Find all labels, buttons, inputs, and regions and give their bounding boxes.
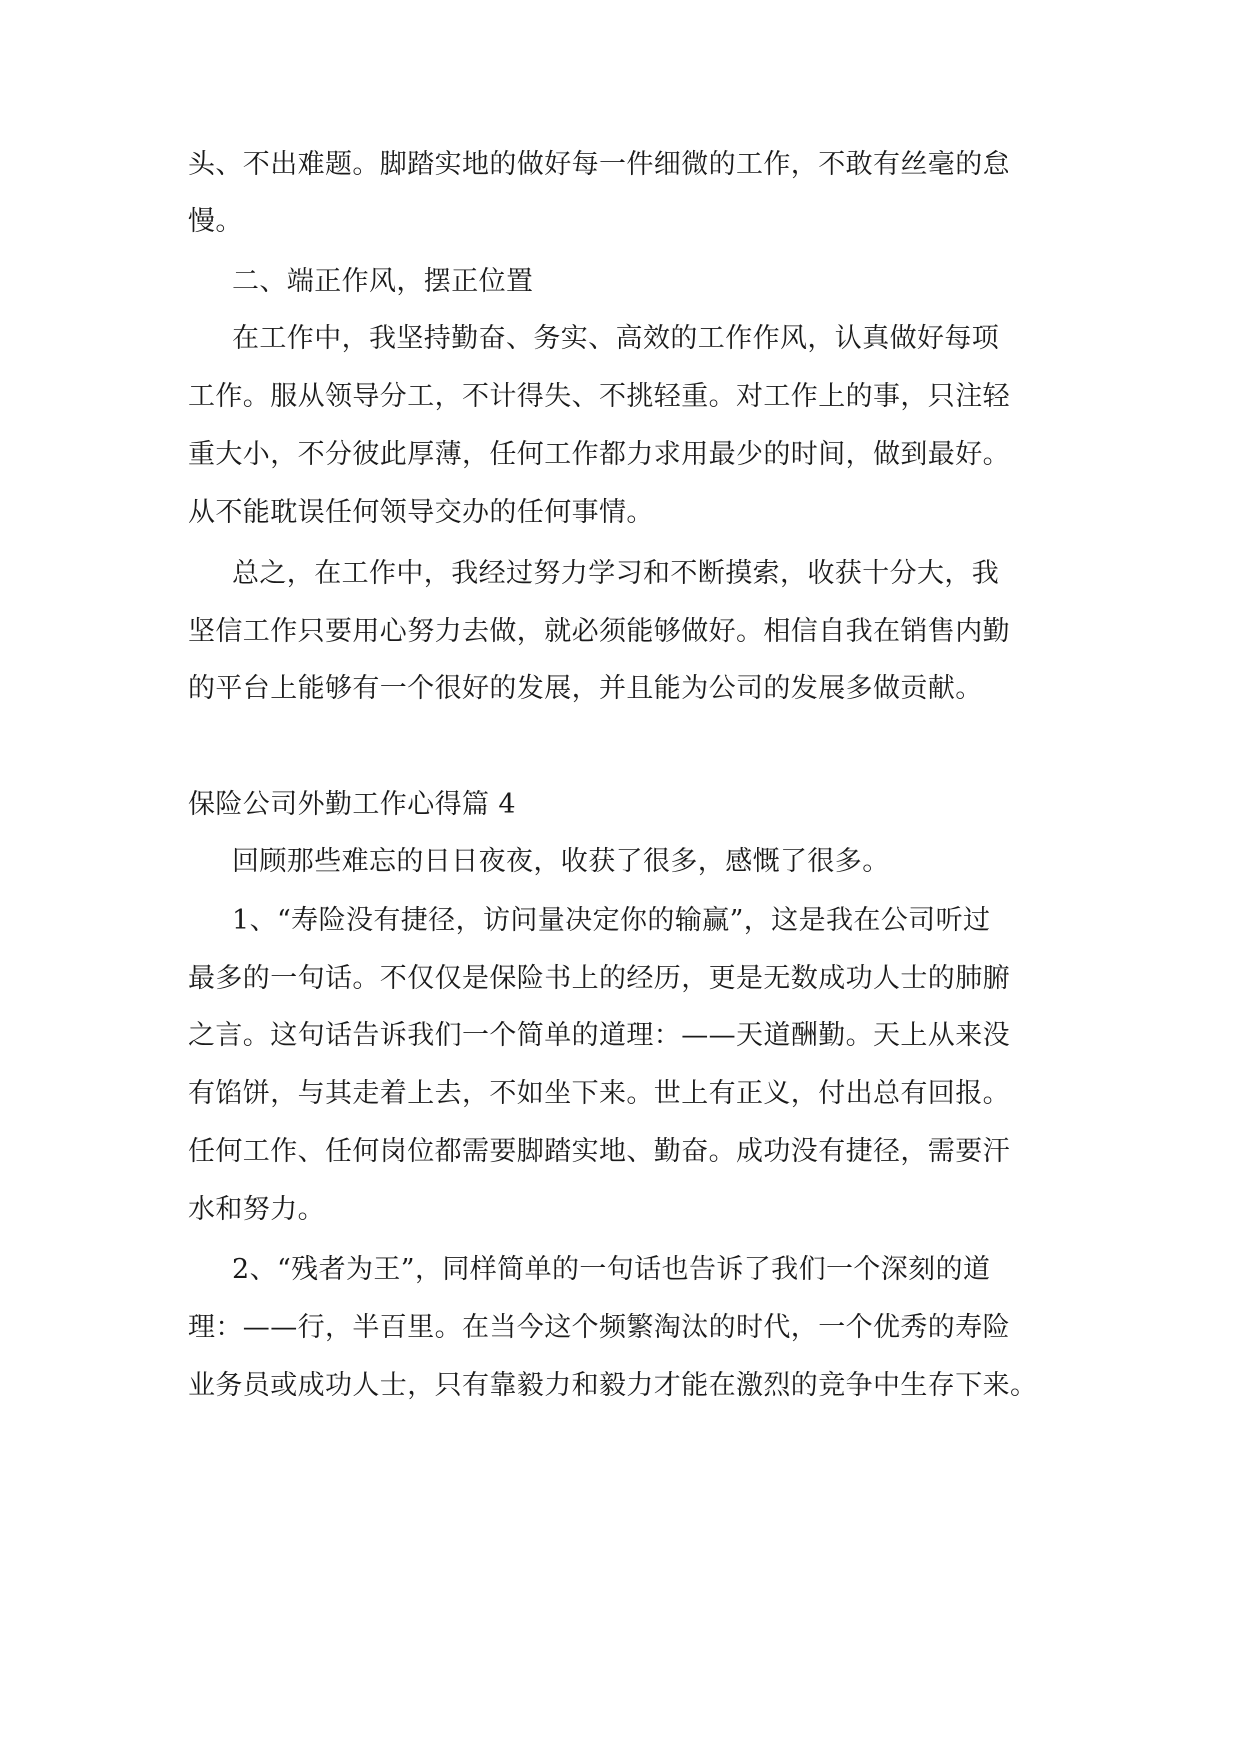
summary-line: 坚信工作只要用心努力去做，就必须能够做好。相信自我在销售内勤 <box>188 616 1010 647</box>
article-title: 保险公司外勤工作心得篇 4 <box>188 789 516 820</box>
point-1-line: 1、“寿险没有捷径，访问量决定你的输赢”，这是我在公司听过 <box>232 905 991 936</box>
point-1-line: 水和努力。 <box>188 1194 325 1225</box>
intro-line: 回顾那些难忘的日日夜夜，收获了很多，感慨了很多。 <box>232 846 890 877</box>
point-1-line: 之言。这句话告诉我们一个简单的道理：——天道酬勤。天上从来没 <box>188 1020 1010 1051</box>
continuation-line: 头、不出难题。脚踏实地的做好每一件细微的工作，不敢有丝毫的怠 <box>188 149 1010 180</box>
point-1-line: 任何工作、任何岗位都需要脚踏实地、勤奋。成功没有捷径，需要汗 <box>188 1136 1010 1167</box>
point-2-line: 业务员或成功人士，只有靠毅力和毅力才能在激烈的竞争中生存下来。 <box>188 1370 1038 1401</box>
point-1-line: 有馅饼，与其走着上去，不如坐下来。世上有正义，付出总有回报。 <box>188 1078 1010 1109</box>
section-heading: 二、端正作风，摆正位置 <box>232 266 534 297</box>
summary-line: 总之，在工作中，我经过努力学习和不断摸索，收获十分大，我 <box>232 558 1000 589</box>
paragraph-line: 工作。服从领导分工，不计得失、不挑轻重。对工作上的事，只注轻 <box>188 381 1010 412</box>
summary-line: 的平台上能够有一个很好的发展，并且能为公司的发展多做贡献。 <box>188 673 983 704</box>
paragraph-line: 重大小，不分彼此厚薄，任何工作都力求用最少的时间，做到最好。 <box>188 439 1010 470</box>
point-1-line: 最多的一句话。不仅仅是保险书上的经历，更是无数成功人士的肺腑 <box>188 963 1010 994</box>
paragraph-line: 在工作中，我坚持勤奋、务实、高效的工作作风，认真做好每项 <box>232 323 1000 354</box>
point-2-line: 2、“残者为王”，同样简单的一句话也告诉了我们一个深刻的道 <box>232 1254 991 1285</box>
continuation-line: 慢。 <box>188 206 243 237</box>
point-2-line: 理：——行，半百里。在当今这个频繁淘汰的时代，一个优秀的寿险 <box>188 1312 1010 1343</box>
paragraph-line: 从不能耽误任何领导交办的任何事情。 <box>188 497 654 528</box>
